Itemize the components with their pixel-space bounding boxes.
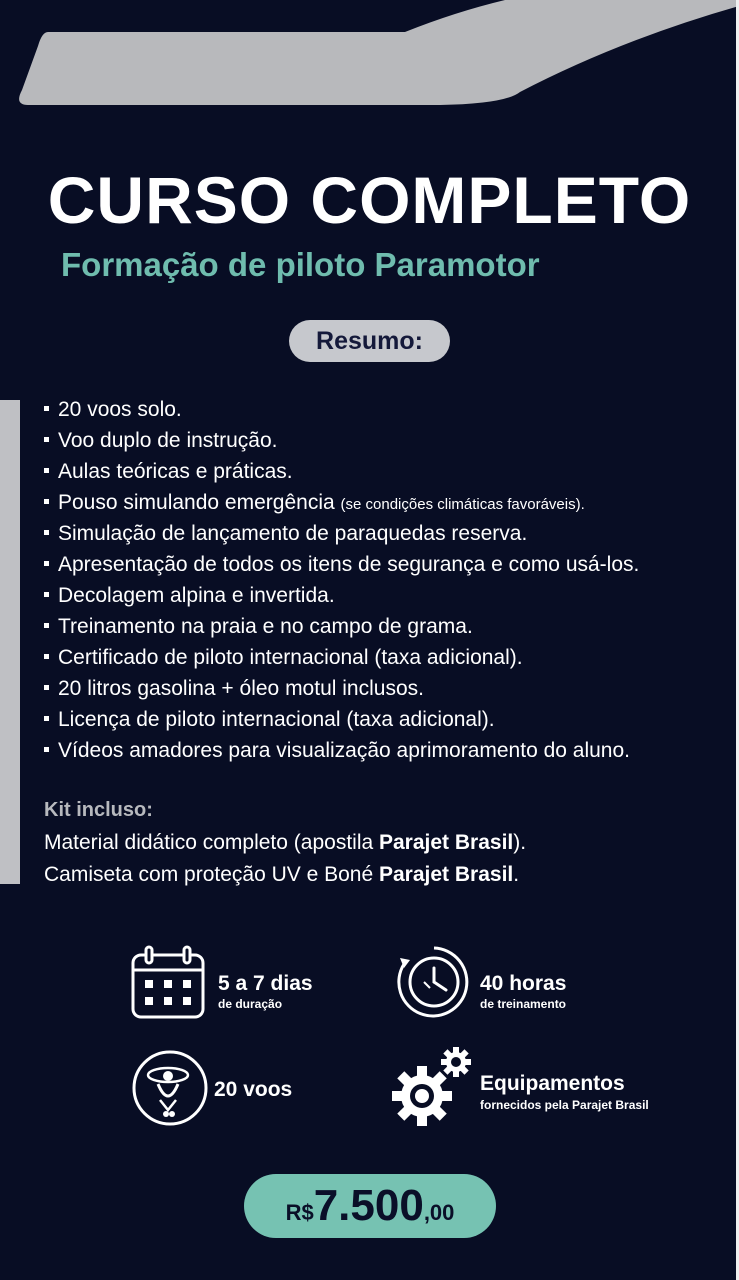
list-item: Aulas teóricas e práticas. <box>44 456 639 487</box>
list-item: Decolagem alpina e invertida. <box>44 580 639 611</box>
paramotor-pilot-icon <box>130 1048 210 1128</box>
price-badge <box>244 1174 496 1238</box>
duration-label: 5 a 7 dias <box>218 972 313 995</box>
equipment-sublabel: fornecidos pela Parajet Brasil <box>480 1098 649 1112</box>
kit-line-material: Material didático completo (apostila Parajet Brasil). <box>44 831 527 854</box>
resumo-badge: Resumo: <box>289 320 450 362</box>
list-item: 20 litros gasolina + óleo motul inclusos. <box>44 673 639 704</box>
calendar-icon <box>128 944 208 1022</box>
top-decorative-band <box>0 0 739 120</box>
price-currency: R$ <box>285 1200 314 1225</box>
flights-label: 20 voos <box>214 1078 293 1101</box>
hours-sublabel: de treinamento <box>480 997 567 1011</box>
clock-icon <box>394 942 474 1022</box>
list-item: Apresentação de todos os itens de segurança e como usá-los. <box>44 549 639 580</box>
list-item: Simulação de lançamento de paraquedas reserva. <box>44 518 639 549</box>
list-item: Licença de piloto internacional (taxa adicional). <box>44 704 639 735</box>
list-item: Pouso simulando emergência (se condições climáticas favoráveis). <box>44 487 639 518</box>
list-item: Treinamento na praia e no campo de grama. <box>44 611 639 642</box>
duration-sublabel: de duração <box>218 997 283 1011</box>
left-accent-bar <box>0 400 20 884</box>
page-subtitle: Formação de piloto Paramotor <box>61 246 540 283</box>
gears-icon <box>390 1046 474 1130</box>
list-item: 20 voos solo. <box>44 394 639 425</box>
page-title: CURSO COMPLETO <box>47 163 692 237</box>
list-item: Certificado de piloto internacional (taxa adicional). <box>44 642 639 673</box>
list-item: Voo duplo de instrução. <box>44 425 639 456</box>
kit-heading: Kit incluso: <box>44 799 153 821</box>
list-item: Vídeos amadores para visualização aprimoramento do aluno. <box>44 735 639 766</box>
summary-list <box>44 394 639 766</box>
kit-line-shirt: Camiseta com proteção UV e Boné Parajet Brasil. <box>44 863 520 886</box>
price-cents: ,00 <box>423 1200 455 1225</box>
equipment-label: Equipamentos <box>480 1072 625 1095</box>
weather-note: (se condições climáticas favoráveis). <box>340 496 585 513</box>
hours-label: 40 horas <box>480 972 567 995</box>
price-amount: 7.500 <box>313 1181 424 1230</box>
